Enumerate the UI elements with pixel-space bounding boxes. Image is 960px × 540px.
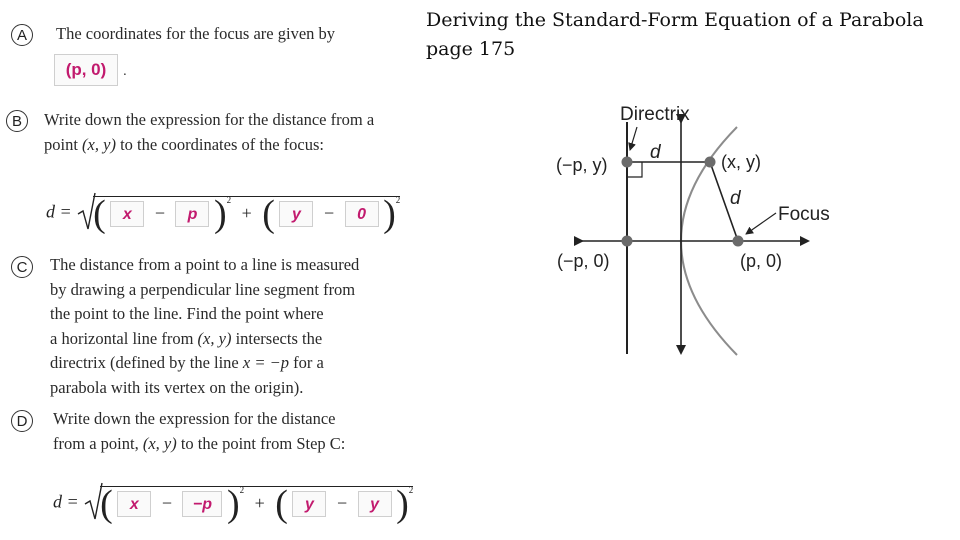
step-c-line-4-post: intersects the: [231, 328, 323, 348]
d-minus-2: −: [336, 493, 348, 513]
step-b-text-pre: Write down the expression for the distance from a point: [44, 110, 375, 154]
paren-open: (: [275, 482, 288, 525]
step-c-line-5-pre: directrix (defined by the line: [50, 353, 243, 372]
step-c-line-6: parabola with its vertex on the origin).: [50, 377, 304, 397]
step-b-point: (x, y): [82, 134, 116, 154]
step-c-line-1: The distance from a point to a line is measured: [50, 255, 360, 274]
step-a-badge: A: [11, 24, 33, 46]
exponent: 2: [226, 194, 232, 205]
directrix-leader: [630, 127, 637, 150]
b-minus-1: −: [154, 203, 165, 223]
paren-close: ): [383, 192, 396, 235]
step-b-badge: B: [6, 110, 28, 132]
step-d-line-1: Write down the expression for the distance: [53, 409, 336, 428]
point-x-y: [705, 157, 716, 168]
step-d-line-2: [53, 432, 413, 457]
step-c-line-5-post: for a: [288, 353, 324, 372]
step-c-line-4-pre: a horizontal line from: [50, 328, 198, 348]
step-a-answer-row: [54, 54, 127, 86]
step-c-line-3: the point to the line. Find the point where: [50, 304, 324, 323]
b-box-y[interactable]: y: [279, 201, 313, 227]
radicand-b: [93, 192, 401, 235]
paren-open: (: [93, 192, 106, 235]
exponent: 2: [395, 194, 401, 205]
step-c-badge: C: [11, 256, 33, 278]
title-line-2: page 175: [426, 38, 516, 60]
directrix-label: Directrix: [620, 104, 690, 125]
step-b-equation: [46, 192, 401, 235]
d-minus-1: −: [161, 493, 172, 513]
step-d-point: (x, y): [142, 433, 177, 453]
step-c-line-5: [50, 351, 400, 376]
step-d-equation: [53, 482, 414, 525]
label-neg-p-0: (−p, 0): [557, 251, 610, 271]
focus-answer-box[interactable]: (p, 0): [54, 54, 118, 86]
exponent: 2: [408, 484, 414, 495]
paren-open: (: [100, 482, 113, 525]
focus-label: Focus: [778, 204, 830, 225]
b-plus: +: [241, 203, 252, 223]
exponent: 2: [239, 484, 245, 495]
label-neg-p-y: (−p, y): [556, 155, 608, 175]
b-minus-2: −: [323, 203, 335, 223]
focus-leader: [746, 213, 776, 234]
d-box-y-2[interactable]: y: [358, 491, 392, 517]
step-c-point: (x, y): [197, 328, 232, 348]
step-d-lhs: d =: [53, 491, 79, 512]
label-p-0: (p, 0): [740, 251, 783, 271]
step-c-line-4: [50, 327, 400, 352]
label-d-mid: d: [730, 188, 741, 209]
point-neg-p-0: [622, 236, 633, 247]
page-title: [426, 6, 924, 64]
step-d-badge: D: [11, 410, 33, 432]
paren-close: ): [396, 482, 409, 525]
step-d-line-2-post: to the point from Step C:: [176, 433, 346, 453]
step-b-text-post: to the coordinates of the focus:: [115, 134, 324, 154]
point-neg-p-y: [622, 157, 633, 168]
paren-open: (: [262, 192, 275, 235]
step-c-line-2: by drawing a perpendicular line segment from: [50, 279, 356, 299]
b-box-x[interactable]: x: [110, 201, 144, 227]
parabola-diagram: [540, 95, 840, 365]
point-focus: [733, 236, 744, 247]
title-line-1: Deriving the Standard-Form Equation of a Parabola: [426, 9, 924, 31]
paren-close: ): [213, 192, 227, 235]
b-box-0[interactable]: 0: [345, 201, 379, 227]
d-box-neg-p[interactable]: −p: [182, 491, 222, 517]
label-x-y: (x, y): [721, 152, 761, 172]
step-d-text: [53, 407, 413, 456]
step-a-period: .: [123, 63, 127, 79]
radicand-d: [100, 482, 414, 525]
d-box-x[interactable]: x: [117, 491, 151, 517]
step-b-text: [44, 108, 384, 157]
d-box-y[interactable]: y: [292, 491, 326, 517]
paren-close: ): [226, 482, 240, 525]
step-c-text: [50, 253, 400, 400]
step-d-line-2-pre: from a point,: [53, 433, 143, 453]
step-a-text: The coordinates for the focus are given by: [56, 24, 336, 43]
label-d-top: d: [650, 142, 661, 163]
step-b-lhs: d =: [46, 201, 72, 222]
d-plus: +: [254, 493, 265, 513]
step-c-equation: x = −p: [242, 353, 289, 372]
b-box-p[interactable]: p: [175, 201, 209, 227]
